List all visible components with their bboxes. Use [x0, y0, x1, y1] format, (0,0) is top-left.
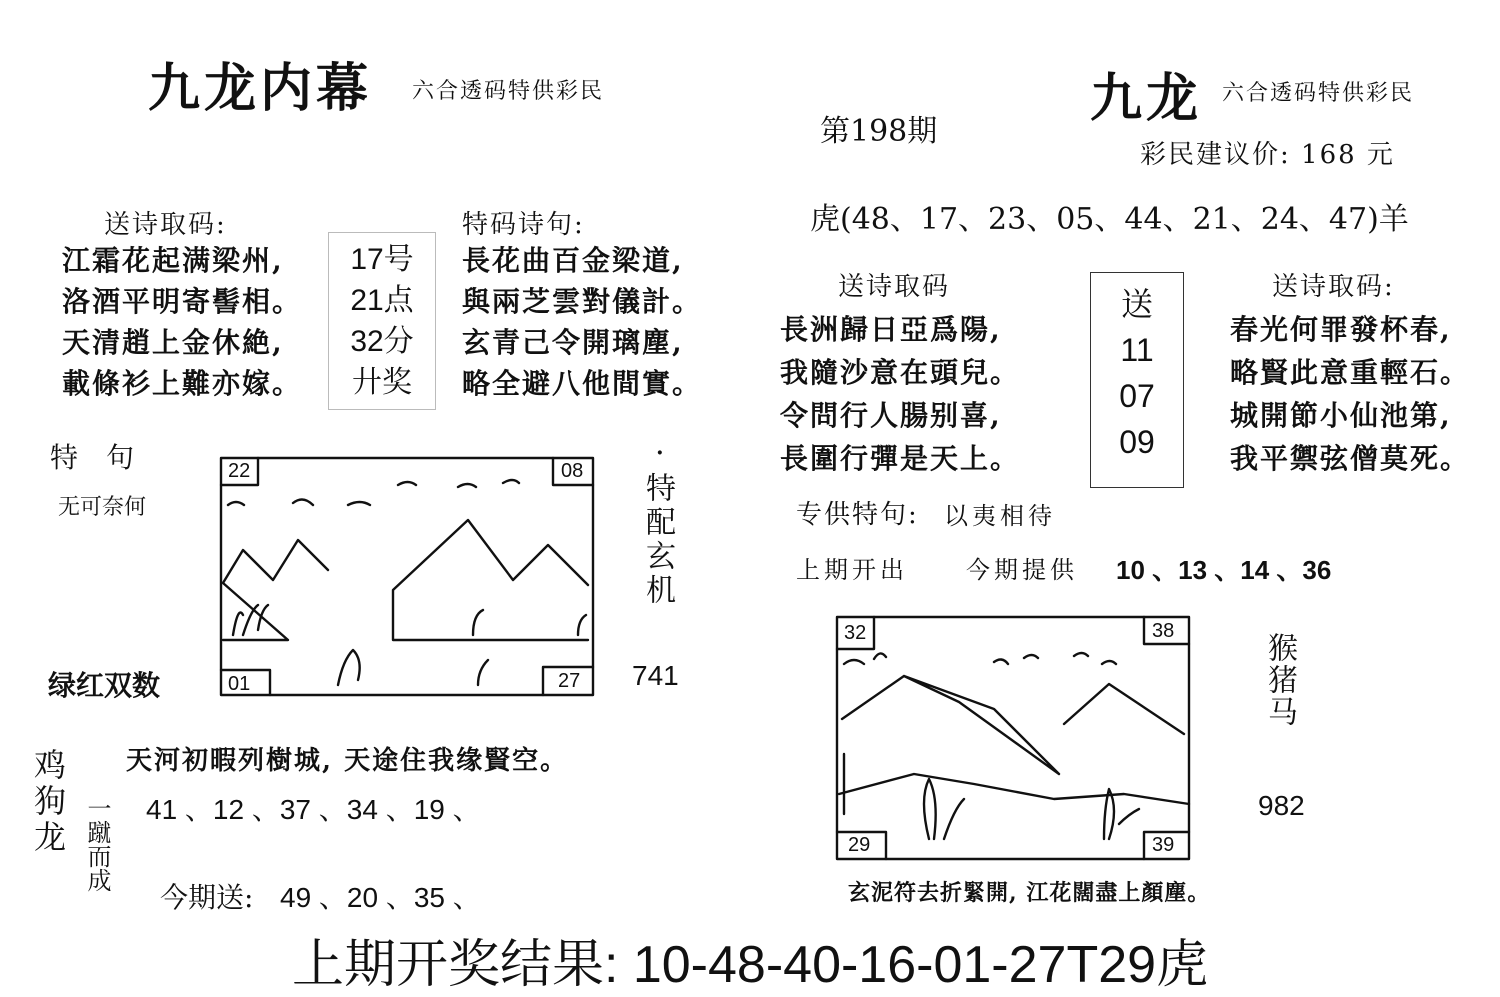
special-text: 以夷相待 — [944, 502, 1056, 530]
last-open-label: 上期开出 — [796, 556, 908, 584]
right-caption: 玄泥符去折緊開, 江花闊盡上顏塵。 — [848, 880, 1211, 906]
right-poem-right — [1230, 308, 1470, 480]
right-poem-header-left: 送诗取码 — [838, 272, 951, 302]
poem-line: 長花曲百金梁道, — [462, 244, 684, 277]
special-label: 专供特句: — [796, 500, 919, 530]
poem-line: 載條衫上難亦嫁。 — [62, 367, 303, 400]
send-box-line: 09 — [1119, 424, 1155, 460]
right-poem-header-right: 送诗取码: — [1272, 272, 1395, 302]
clue-line: 17号 — [350, 243, 414, 276]
send-numbers: 49 、20 、35 、 — [280, 882, 481, 913]
right-title: 九龙 — [1090, 68, 1203, 129]
pic-corner-number: 01 — [228, 673, 251, 695]
clue-line: 廾奖 — [352, 366, 412, 399]
send-label: 今期送: — [160, 881, 254, 914]
right-subtitle: 六合透码特供彩民 — [1222, 81, 1415, 106]
number-982: 982 — [1258, 790, 1305, 821]
send-box-line: 送 — [1120, 286, 1153, 322]
right-landscape-picture — [834, 614, 1192, 862]
poem-line: 我隨沙意在頭兒。 — [780, 356, 1021, 389]
tiger-line: 虎(48、17、23、05、44、21、24、47)羊 — [810, 202, 1409, 237]
right-side-vertical: 猴猪马 — [1262, 632, 1297, 728]
pic-corner-number: 08 — [561, 460, 584, 482]
poem-line: 玄青己令開璃塵, — [462, 326, 684, 359]
pic-corner-number: 32 — [844, 622, 867, 644]
pic-corner-number: 38 — [1152, 620, 1175, 642]
teju-label: 特 句 — [50, 441, 135, 474]
numbers-line: 41 、12 、37 、34 、19 、 — [146, 794, 481, 825]
poem-line: 洛酒平明寄髻相。 — [62, 285, 303, 318]
left-subtitle: 六合透码特供彩民 — [412, 79, 605, 104]
provide-numbers: 10 、13 、14 、36 — [1116, 555, 1332, 585]
left-title: 九龙内幕 — [148, 58, 373, 119]
poem-line: 與兩芝雲對儀計。 — [462, 285, 703, 318]
tema-header: 特码诗句: — [462, 210, 585, 240]
left-side-vertical: 特配玄机 — [640, 472, 675, 608]
left-poem — [62, 240, 302, 404]
poem-line: 春光何罪發杯春, — [1230, 313, 1452, 346]
teju-text: 无可奈何 — [58, 495, 147, 520]
left-poem-header: 送诗取码: — [104, 210, 227, 240]
send-box — [1090, 272, 1184, 488]
poem-line: 令問行人腸别喜, — [780, 399, 1002, 432]
side-dot: · — [656, 440, 664, 466]
last-result: 上期开奖结果: 10-48-40-16-01-27T29虎 — [291, 936, 1209, 994]
right-poem-left — [780, 308, 1020, 480]
green-red-label: 绿红双数 — [48, 669, 161, 702]
clue-line: 32分 — [350, 325, 414, 358]
vertical-phrase: 一蹴而成 — [83, 796, 111, 892]
poem-line: 長圍行彈是天上。 — [780, 442, 1021, 475]
issue-number: 第198期 — [820, 114, 938, 149]
provide-label: 今期提供 — [966, 556, 1078, 584]
clue-box — [328, 232, 436, 410]
price: 彩民建议价: 168 元 — [1140, 140, 1395, 170]
tema-poem — [462, 240, 702, 404]
poem-line: 長洲歸日亞爲陽, — [780, 313, 1002, 346]
pic-corner-number: 22 — [228, 460, 251, 482]
send-box-line: 07 — [1119, 378, 1155, 414]
clue-line: 21点 — [350, 284, 414, 317]
poem-line: 城開節小仙池第, — [1230, 399, 1452, 432]
poem-line: 略全避八他間實。 — [462, 367, 703, 400]
poem-line: 略賢此意重輕石。 — [1230, 356, 1471, 389]
poem-line: 江霜花起满梁州, — [62, 244, 284, 277]
send-box-line: 11 — [1120, 332, 1154, 368]
poem-line: 我平禦弦僧莫死。 — [1230, 442, 1471, 475]
vertical-animals: 鸡狗龙 — [29, 748, 67, 856]
pic-corner-number: 27 — [558, 670, 581, 692]
pic-corner-number: 39 — [1152, 834, 1175, 856]
left-landscape-picture — [218, 455, 596, 698]
number-741: 741 — [632, 660, 679, 691]
pic-corner-number: 29 — [848, 834, 871, 856]
poem-line: 天清趙上金休絶, — [62, 326, 284, 359]
left-bottom-poem: 天河初暇列樹城, 天途住我缘賢空。 — [126, 746, 569, 776]
